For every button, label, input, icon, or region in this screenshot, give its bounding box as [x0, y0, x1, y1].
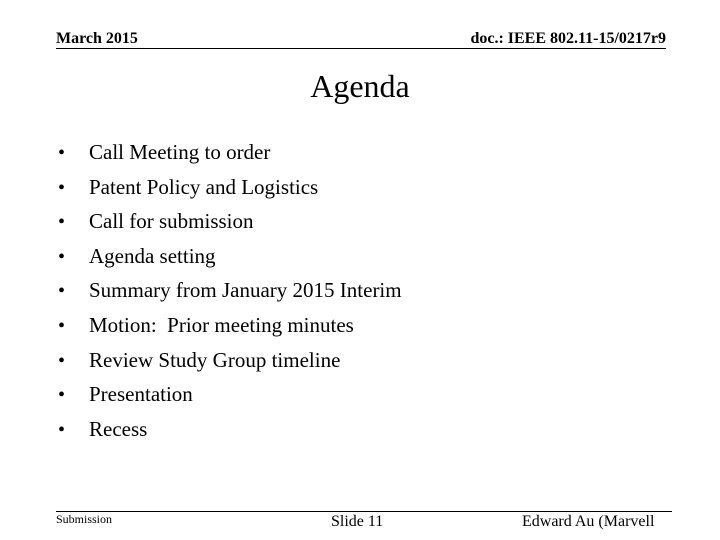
bullet-icon: • — [58, 142, 66, 164]
agenda-item — [56, 273, 402, 308]
agenda-list — [56, 135, 402, 446]
bullet-icon: • — [58, 211, 66, 234]
agenda-item — [56, 204, 402, 239]
agenda-item-text: Review Study Group timeline — [89, 347, 341, 372]
footer-slide-number: Slide 11 — [331, 513, 384, 530]
bullet-icon: • — [58, 176, 66, 199]
agenda-item — [56, 308, 402, 343]
header-divider — [56, 48, 666, 49]
agenda-item-text: Patent Policy and Logistics — [89, 174, 319, 199]
agenda-item-text: Presentation — [89, 382, 193, 407]
agenda-item-text: Recess — [89, 416, 148, 441]
bullet-icon: • — [58, 245, 66, 268]
agenda-item — [56, 170, 402, 205]
agenda-item — [56, 377, 402, 412]
bullet-icon: • — [58, 280, 66, 303]
agenda-item-text: Motion: Prior meeting minutes — [89, 312, 354, 337]
agenda-item-text: Agenda setting — [89, 243, 216, 268]
agenda-item — [56, 135, 402, 170]
agenda-item-text: Summary from January 2015 Interim — [89, 278, 402, 303]
bullet-icon: • — [58, 384, 66, 407]
header-doc-id: doc.: IEEE 802.11-15/0217r9 — [470, 30, 666, 47]
agenda-item — [56, 412, 402, 447]
slide-title: Agenda — [310, 68, 410, 104]
agenda-item-text: Call Meeting to order — [89, 140, 271, 164]
header-date: March 2015 — [56, 30, 138, 47]
agenda-item — [56, 239, 402, 274]
bullet-icon: • — [58, 418, 66, 441]
agenda-item — [56, 343, 402, 378]
agenda-item-text: Call for submission — [89, 209, 254, 234]
bullet-icon: • — [58, 349, 66, 372]
footer-author: Edward Au (Marvell — [522, 513, 655, 530]
bullet-icon: • — [58, 314, 66, 337]
footer-submission-label: Submission — [56, 512, 113, 526]
